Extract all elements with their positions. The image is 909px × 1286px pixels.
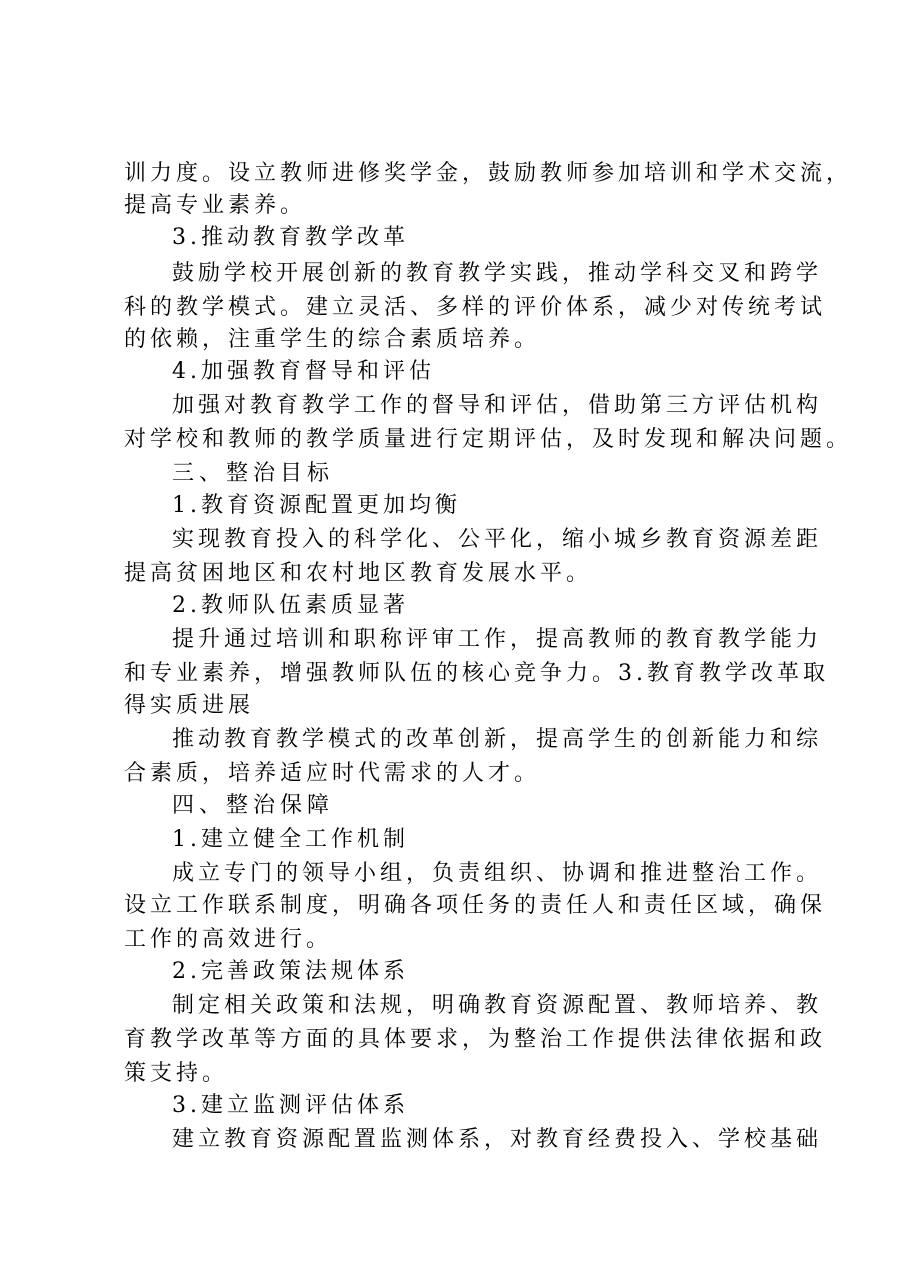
paragraph-line: 推动教育教学模式的改革创新，提高学生的创新能力和综 [172,727,823,752]
paragraph-line: 成立专门的领导小组，负责组织、协调和推进整治工作。 [172,861,823,886]
section-subheading: 1.教育资源配置更加均衡 [172,493,461,518]
section-subheading: 3.建立监测评估体系 [172,1093,409,1118]
paragraph-line: 策支持。 [124,1061,229,1086]
paragraph-line: 建立教育资源配置监测体系，对教育经费投入、学校基础 [172,1127,823,1152]
paragraph-line: 实现教育投入的科学化、公平化，缩小城乡教育资源差距 [172,527,823,552]
paragraph-line: 制定相关政策和法规，明确教育资源配置、教师培养、教 [172,993,823,1018]
section-subheading: 2.完善政策法规体系 [172,959,409,984]
paragraph-line: 工作的高效进行。 [124,927,333,952]
paragraph-line: 设立工作联系制度，明确各项任务的责任人和责任区域，确保 [124,893,827,918]
section-subheading: 4.加强教育督导和评估 [172,359,435,384]
paragraph-line: 得实质进展 [124,693,255,718]
section-subheading: 2.教师队伍素质显著 [172,593,409,618]
paragraph-line: 提高专业素养。 [124,193,307,218]
paragraph-line: 训力度。设立教师进修奖学金，鼓励教师参加培训和学术交流， [124,161,853,186]
paragraph-line: 育教学改革等方面的具体要求，为整治工作提供法律依据和政 [124,1027,827,1052]
paragraph-line: 提高贫困地区和农村地区教育发展水平。 [124,561,593,586]
paragraph-line: 合素质，培养适应时代需求的人才。 [124,761,541,786]
paragraph-line: 加强对教育教学工作的督导和评估，借助第三方评估机构 [172,393,823,418]
paragraph-line: 科的教学模式。建立灵活、多样的评价体系，减少对传统考试 [124,295,827,320]
paragraph-line: 对学校和教师的教学质量进行定期评估，及时发现和解决问题。 [124,427,853,452]
section-heading: 三、整治目标 [172,461,335,486]
section-subheading: 3.推动教育教学改革 [172,225,409,250]
section-subheading: 1.建立健全工作机制 [172,827,409,852]
paragraph-line: 的依赖，注重学生的综合素质培养。 [124,327,541,352]
paragraph-line: 和专业素养，增强教师队伍的核心竞争力。3.教育教学改革取 [124,661,829,686]
paragraph-line: 提升通过培训和职称评审工作，提高教师的教育教学能力 [172,627,823,652]
section-heading: 四、整治保障 [172,793,335,818]
paragraph-line: 鼓励学校开展创新的教育教学实践，推动学科交叉和跨学 [172,261,823,286]
